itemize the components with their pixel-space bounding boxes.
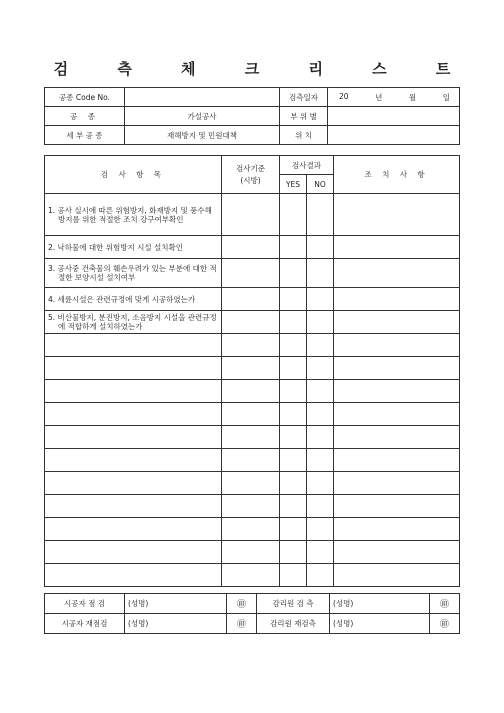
col-standard-header: 검사기준 (시방)	[222, 156, 280, 194]
yes-cell[interactable]	[280, 426, 307, 449]
action-cell[interactable]	[334, 403, 460, 426]
col-items-header: 검 사 항 목	[45, 156, 222, 194]
action-cell[interactable]	[334, 426, 460, 449]
standard-cell[interactable]	[222, 311, 280, 334]
action-cell[interactable]	[334, 259, 460, 288]
checklist-table	[44, 155, 460, 587]
yes-cell[interactable]	[280, 403, 307, 426]
yes-cell[interactable]	[280, 449, 307, 472]
detail-label: 세 부 공 종	[45, 126, 125, 145]
empty-item-cell[interactable]	[45, 541, 222, 564]
yes-cell[interactable]	[280, 495, 307, 518]
empty-item-cell[interactable]	[45, 449, 222, 472]
no-cell[interactable]	[307, 380, 334, 403]
standard-cell[interactable]	[222, 236, 280, 259]
action-cell[interactable]	[334, 288, 460, 311]
col-result-header: 검사결과	[280, 156, 334, 175]
action-cell[interactable]	[334, 357, 460, 380]
action-cell[interactable]	[334, 495, 460, 518]
standard-cell[interactable]	[222, 472, 280, 495]
empty-item-cell[interactable]	[45, 380, 222, 403]
empty-item-cell[interactable]	[45, 426, 222, 449]
yes-cell[interactable]	[280, 288, 307, 311]
no-cell[interactable]	[307, 472, 334, 495]
seal-mark: ㊞	[430, 614, 460, 634]
no-cell[interactable]	[307, 541, 334, 564]
seal-mark: ㊞	[227, 594, 257, 614]
contractor-recheck-label: 시공자 재점검	[45, 614, 125, 634]
detail-value[interactable]: 재해방지 및 민원대책	[125, 126, 280, 145]
no-cell[interactable]	[307, 259, 334, 288]
col-yes-header: YES	[280, 175, 307, 194]
contractor-check-name[interactable]: (성명)	[125, 594, 227, 614]
contractor-recheck-name[interactable]: (성명)	[125, 614, 227, 634]
empty-item-cell[interactable]	[45, 518, 222, 541]
yes-cell[interactable]	[280, 236, 307, 259]
empty-item-cell[interactable]	[45, 403, 222, 426]
supervisor-check-name[interactable]: (성명)	[330, 594, 430, 614]
seal-mark: ㊞	[430, 594, 460, 614]
action-cell[interactable]	[334, 236, 460, 259]
check-item: 1. 공사 실시에 따른 위험방지, 화재방지 및 풍수해 방지를 위한 적절한 조치 강구여부확인	[45, 194, 222, 236]
action-cell[interactable]	[334, 541, 460, 564]
no-cell[interactable]	[307, 518, 334, 541]
yes-cell[interactable]	[280, 380, 307, 403]
signature-table	[44, 593, 460, 634]
contractor-check-label: 시공자 점 검	[45, 594, 125, 614]
date-value[interactable]	[328, 88, 460, 107]
page-title: 검 측 체 크 리 스 트	[53, 60, 473, 78]
no-cell[interactable]	[307, 311, 334, 334]
standard-cell[interactable]	[222, 541, 280, 564]
no-cell[interactable]	[307, 236, 334, 259]
standard-cell[interactable]	[222, 495, 280, 518]
no-cell[interactable]	[307, 357, 334, 380]
col-no-header: NO	[307, 175, 334, 194]
yes-cell[interactable]	[280, 564, 307, 587]
info-table	[44, 87, 460, 145]
standard-cell[interactable]	[222, 449, 280, 472]
date-year: 년	[375, 92, 383, 102]
code-value[interactable]	[125, 88, 280, 107]
no-cell[interactable]	[307, 495, 334, 518]
action-cell[interactable]	[334, 194, 460, 236]
no-cell[interactable]	[307, 194, 334, 236]
location-by-value[interactable]	[328, 107, 460, 126]
standard-cell[interactable]	[222, 259, 280, 288]
standard-cell[interactable]	[222, 564, 280, 587]
date-day: 일	[442, 92, 450, 102]
seal-mark: ㊞	[227, 614, 257, 634]
no-cell[interactable]	[307, 426, 334, 449]
yes-cell[interactable]	[280, 472, 307, 495]
no-cell[interactable]	[307, 564, 334, 587]
standard-cell[interactable]	[222, 194, 280, 236]
empty-item-cell[interactable]	[45, 564, 222, 587]
standard-cell[interactable]	[222, 518, 280, 541]
work-value[interactable]: 가설공사	[125, 107, 280, 126]
date-month: 월	[408, 92, 417, 102]
yes-cell[interactable]	[280, 334, 307, 357]
location-by-label: 부 위 별	[280, 107, 328, 126]
date-label: 검측일자	[280, 88, 328, 107]
action-cell[interactable]	[334, 518, 460, 541]
standard-cell[interactable]	[222, 403, 280, 426]
supervisor-recheck-label: 감리원 재검측	[257, 614, 330, 634]
standard-cell[interactable]	[222, 288, 280, 311]
action-cell[interactable]	[334, 311, 460, 334]
yes-cell[interactable]	[280, 311, 307, 334]
empty-item-cell[interactable]	[45, 472, 222, 495]
position-value[interactable]	[328, 126, 460, 145]
no-cell[interactable]	[307, 449, 334, 472]
standard-cell[interactable]	[222, 334, 280, 357]
no-cell[interactable]	[307, 334, 334, 357]
standard-cell[interactable]	[222, 380, 280, 403]
standard-cell[interactable]	[222, 357, 280, 380]
check-item: 5. 비산물방지, 분진방지, 소음방지 시설을 관련규정에 적합하게 설치하였는가	[45, 311, 222, 334]
yes-cell[interactable]	[280, 541, 307, 564]
check-item: 4. 세륜시설은 관련규정에 맞게 시공하였는가	[45, 288, 222, 311]
yes-cell[interactable]	[280, 357, 307, 380]
empty-item-cell[interactable]	[45, 334, 222, 357]
work-label: 공 종	[45, 107, 125, 126]
code-label: 공종 Code No.	[45, 88, 125, 107]
action-cell[interactable]	[334, 380, 460, 403]
check-item: 3. 공사중 건축물의 훼손우려가 있는 부분에 대한 적절한 보양시설 설치여부	[45, 259, 222, 288]
supervisor-recheck-name[interactable]: (성명)	[330, 614, 430, 634]
check-item: 2. 낙하물에 대한 위험방지 시설 설치확인	[45, 236, 222, 259]
yes-cell[interactable]	[280, 518, 307, 541]
supervisor-check-label: 감리원 검 측	[257, 594, 330, 614]
empty-item-cell[interactable]	[45, 495, 222, 518]
standard-cell[interactable]	[222, 426, 280, 449]
date-year-prefix: 20	[339, 91, 349, 101]
action-cell[interactable]	[334, 449, 460, 472]
action-cell[interactable]	[334, 334, 460, 357]
empty-item-cell[interactable]	[45, 357, 222, 380]
col-action-header: 조 치 사 항	[334, 156, 460, 194]
action-cell[interactable]	[334, 564, 460, 587]
yes-cell[interactable]	[280, 194, 307, 236]
no-cell[interactable]	[307, 403, 334, 426]
yes-cell[interactable]	[280, 259, 307, 288]
no-cell[interactable]	[307, 288, 334, 311]
action-cell[interactable]	[334, 472, 460, 495]
position-label: 위 치	[280, 126, 328, 145]
